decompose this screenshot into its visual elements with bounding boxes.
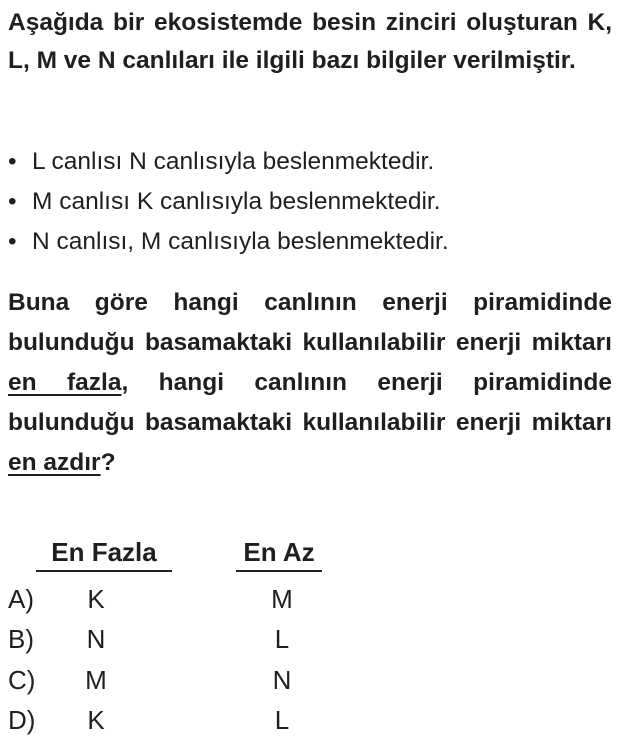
option-c[interactable] [0,660,622,700]
intro-text: Aşağıda bir ekosistemde besin zinciri oluşturan K, L, M ve N canlıları ile ilgili bazı bilgiler verilmiştir. [8,9,612,74]
question-text [8,283,612,483]
option-letter: D) [8,705,36,735]
option-letter: A) [8,584,34,614]
option-most-value: K [87,705,105,735]
emphasis-least: en azdır [8,449,101,476]
question-part-1: Buna göre hangi canlının enerji piramidinde bulunduğu basamaktaki kullanılabilir enerji miktarı [8,289,612,356]
bullet-icon: • [8,228,17,255]
list-item [8,222,449,262]
column-header-least: En Az [236,532,322,572]
option-least-value: N [272,665,292,695]
option-least-value: L [274,705,290,735]
option-b[interactable] [0,619,622,659]
option-least-value: M [271,584,293,614]
column-header-most: En Fazla [36,532,172,572]
emphasis-most: en fazla [8,369,122,396]
question-part-2: , hangi canlının enerji piramidinde bulunduğu basamaktaki kullanılabilir enerji miktarı [8,369,612,436]
option-letter: C) [8,665,36,695]
option-most-value: K [87,584,105,614]
option-a[interactable] [0,579,622,619]
option-least-value: L [274,624,290,654]
list-item-text: L canlısı N canlısıyla beslenmektedir. [32,148,435,175]
option-most-value: N [86,624,106,654]
list-item-text: N canlısı, M canlısıyla beslenmektedir. [32,228,449,255]
list-item-text: M canlısı K canlısıyla beslenmektedir. [32,188,441,215]
list-item [8,182,449,222]
bullet-icon: • [8,148,17,175]
list-item [8,142,449,182]
option-letter: B) [8,624,34,654]
option-most-value: M [85,665,107,695]
option-d[interactable] [0,700,622,740]
question-part-3: ? [100,449,116,476]
bullet-icon: • [8,188,17,215]
info-list [8,142,449,262]
